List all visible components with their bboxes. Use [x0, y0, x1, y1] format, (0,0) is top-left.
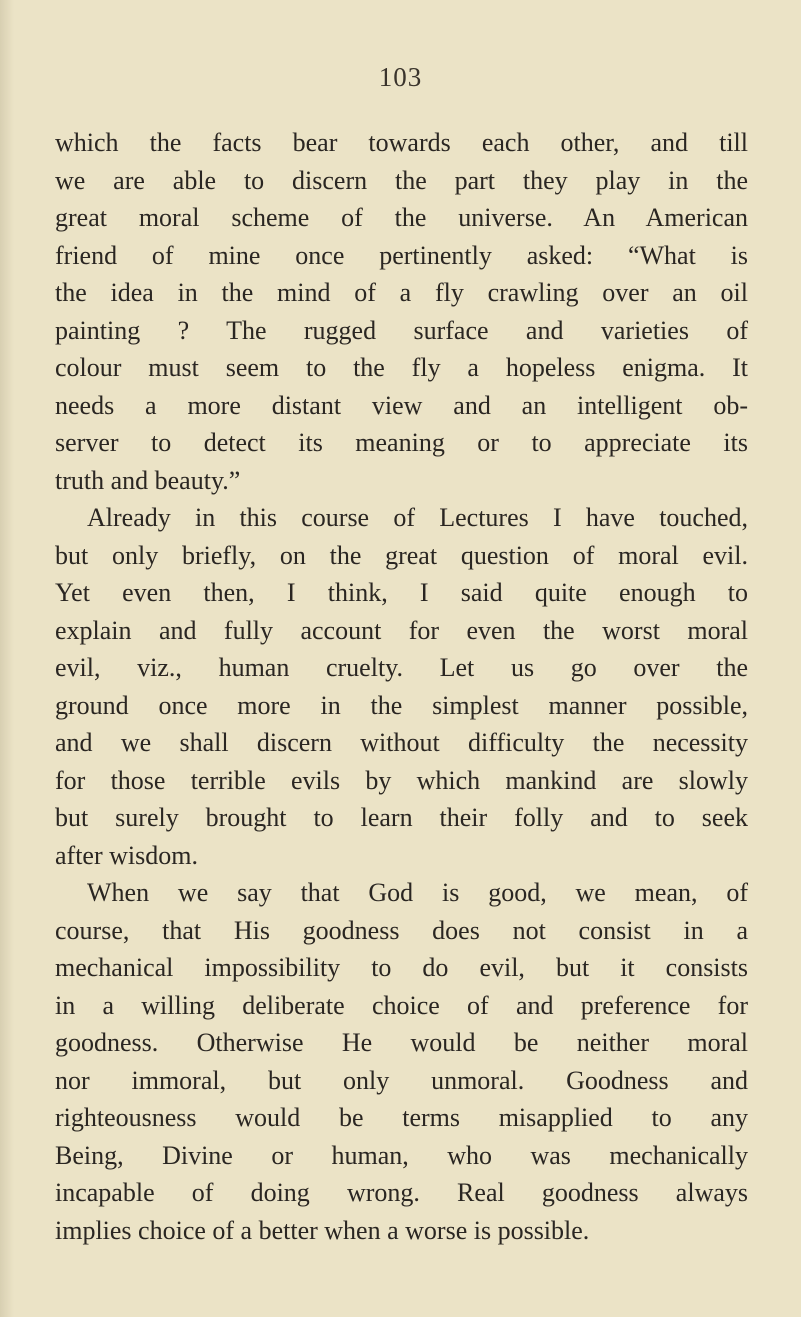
text-line: in a willing deliberate choice of and preference for [55, 990, 748, 1020]
text-line: we are able to discern the part they play in the [55, 165, 748, 195]
text-line: and we shall discern without difficulty the necessity [55, 728, 748, 757]
text-line: after wisdom. [55, 840, 198, 870]
text-line: righteousness would be terms misapplied to any [55, 1103, 748, 1132]
text-line: truth and beauty.” [55, 465, 241, 495]
text-line: course, that His goodness does not consist in a [55, 915, 748, 945]
text-line: incapable of doing wrong. Real goodness always [55, 1178, 748, 1207]
text-line: great moral scheme of the universe. An American [55, 203, 748, 232]
text-line: Yet even then, I think, I said quite enough to [55, 578, 748, 607]
text-line: painting ? The rugged surface and varieties of [55, 315, 748, 345]
text-line: server to detect its meaning or to appreciate its [55, 428, 748, 457]
text-line: Already in this course of Lectures I have touched, [87, 503, 748, 532]
text-line: needs a more distant view and an intelligent ob- [55, 390, 748, 420]
text-line: but only briefly, on the great question of moral evil. [55, 540, 748, 570]
text-line: friend of mine once pertinently asked: “What is [55, 240, 748, 270]
page-number: 103 [378, 62, 423, 92]
text-line: nor immoral, but only unmoral. Goodness and [55, 1065, 748, 1095]
text-line: When we say that God is good, we mean, of [87, 878, 748, 907]
text-line: mechanical impossibility to do evil, but it consists [55, 953, 748, 982]
text-line: the idea in the mind of a fly crawling over an oil [55, 278, 748, 307]
text-line: explain and fully account for even the worst moral [55, 615, 748, 645]
text-line: for those terrible evils by which mankind are slowly [55, 765, 748, 795]
text-line: evil, viz., human cruelty. Let us go over the [55, 653, 748, 682]
text-line: implies choice of a better when a worse is possible. [55, 1215, 590, 1245]
text-line: goodness. Otherwise He would be neither moral [55, 1028, 748, 1057]
text-line: ground once more in the simplest manner possible, [55, 690, 748, 720]
text-line: which the facts bear towards each other, and till [55, 128, 748, 157]
text-line: Being, Divine or human, who was mechanically [55, 1140, 748, 1170]
body-text [55, 124, 748, 1249]
text-line: but surely brought to learn their folly and to seek [55, 803, 748, 832]
text-line: colour must seem to the fly a hopeless enigma. It [55, 353, 748, 382]
